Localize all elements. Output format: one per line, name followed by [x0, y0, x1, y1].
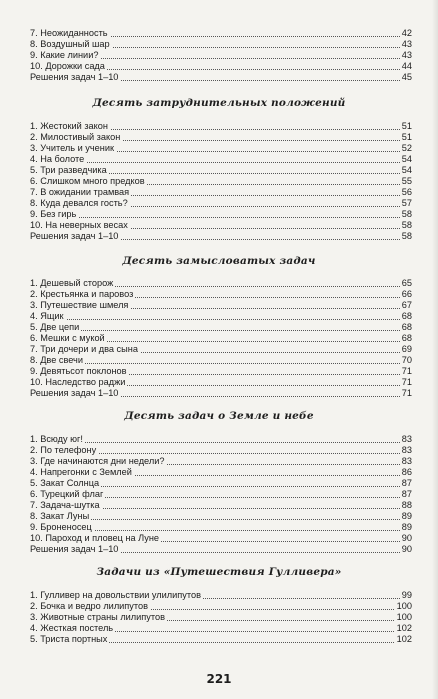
toc-entry-page: 68 — [401, 333, 412, 343]
toc-entry-label: 6. Слишком много предков — [30, 176, 145, 186]
toc-entry — [30, 533, 412, 544]
toc-entry-label: 6. Мешки с мукой — [30, 333, 105, 343]
toc-continued-list — [30, 28, 412, 83]
toc-entry-label: Решения задач 1–10 — [30, 388, 119, 398]
toc-entry — [30, 511, 412, 522]
toc-entry-label: 6. Турецкий флаг — [30, 489, 104, 499]
toc-entry-page: 55 — [401, 176, 412, 186]
toc-entry — [30, 300, 412, 311]
toc-entry-label: 5. Закат Солнца — [30, 478, 100, 488]
toc-entry-page: 83 — [401, 445, 412, 455]
toc-entry-page: 70 — [401, 355, 412, 365]
toc-entry-page: 67 — [401, 300, 412, 310]
toc-entry-label: 7. Задача-шутка — [30, 500, 100, 510]
toc-entry-page: 100 — [396, 612, 412, 622]
toc-entry-label: 5. Триста портных — [30, 634, 108, 644]
toc-entry-page: 86 — [401, 467, 412, 477]
toc-entry — [30, 322, 412, 333]
toc-entry-label: 9. Броненосец — [30, 522, 92, 532]
toc-entry-page: 51 — [401, 121, 412, 131]
toc-entry-page: 56 — [401, 187, 412, 197]
toc-entry-label: 2. Милостивый закон — [30, 132, 121, 142]
toc-entry — [30, 39, 412, 50]
section-heading: Десять затруднительных положений — [92, 97, 346, 109]
toc-entry — [30, 456, 412, 467]
toc-entry-label: 2. Крестьянка и паровоз — [30, 289, 134, 299]
section-heading: Задачи из «Путешествия Гулливера» — [96, 566, 342, 578]
toc-entry — [30, 176, 412, 187]
toc-entry — [30, 388, 412, 399]
toc-entry-label: 4. Жесткая постель — [30, 623, 114, 633]
toc-entry-label: 9. Какие линии? — [30, 50, 99, 60]
toc-entry — [30, 544, 412, 555]
toc-entry — [30, 50, 412, 61]
toc-entry-label: 8. Воздушный шар — [30, 39, 110, 49]
toc-entry-label: 2. Бочка и ведро лилипутов — [30, 601, 148, 611]
toc-entry-label: 7. Три дочери и два сына — [30, 344, 138, 354]
toc-entry-page: 65 — [401, 278, 412, 288]
toc-entry — [30, 612, 412, 623]
page-edge-shadow — [432, 0, 438, 699]
toc-entry-page: 89 — [401, 511, 412, 521]
toc-entry-label: 10. На неверных весах — [30, 220, 128, 230]
toc-entry-label: 4. На болоте — [30, 154, 85, 164]
toc-entry-page: 51 — [401, 132, 412, 142]
toc-entry-label: 7. Неожиданность — [30, 28, 108, 38]
toc-entry — [30, 165, 412, 176]
toc-entry-page: 87 — [401, 489, 412, 499]
toc-entry-label: 3. Путешествие шмеля — [30, 300, 129, 310]
toc-entry — [30, 623, 412, 634]
toc-entry — [30, 187, 412, 198]
toc-entry-page: 69 — [401, 344, 412, 354]
toc-entry-page: 102 — [396, 623, 412, 633]
toc-entry-page: 54 — [401, 165, 412, 175]
toc-entry-label: 10. Наследство раджи — [30, 377, 126, 387]
toc-entry — [30, 278, 412, 289]
toc-entry-page: 58 — [401, 209, 412, 219]
toc-entry — [30, 489, 412, 500]
toc-entry — [30, 601, 412, 612]
toc-entry-label: 1. Гулливер на довольствии улилипутов — [30, 590, 201, 600]
toc-entry-page: 90 — [401, 533, 412, 543]
toc-entry-label: Решения задач 1–10 — [30, 231, 119, 241]
toc-entry-label: 1. Жестокий закон — [30, 121, 108, 131]
toc-entry-page: 83 — [401, 456, 412, 466]
toc-entry-page: 102 — [396, 634, 412, 644]
toc-entry-page: 90 — [401, 544, 412, 554]
toc-entry-label: 10. Дорожки сада — [30, 61, 105, 71]
toc-entry-label: 8. Две свечи — [30, 355, 83, 365]
toc-entry — [30, 366, 412, 377]
toc-entry — [30, 333, 412, 344]
toc-entry-page: 44 — [401, 61, 412, 71]
toc-entry — [30, 522, 412, 533]
toc-entry-label: 4. Ящик — [30, 311, 64, 321]
toc-entry-label: 3. Где начинаются дни недели? — [30, 456, 165, 466]
toc-entry — [30, 289, 412, 300]
toc-entry-label: 9. Девятьсот поклонов — [30, 366, 127, 376]
toc-entry-page: 89 — [401, 522, 412, 532]
toc-entry-label: 4. Напрегонки с Землей — [30, 467, 132, 477]
toc-entry-page: 83 — [401, 434, 412, 444]
toc-entry-label: 7. В ожидании трамвая — [30, 187, 130, 197]
toc-entry — [30, 434, 412, 445]
toc-entry — [30, 72, 412, 83]
toc-entry — [30, 220, 412, 231]
toc-entry-page: 99 — [401, 590, 412, 600]
toc-entry-label: 5. Две цепи — [30, 322, 80, 332]
toc-entry — [30, 634, 412, 645]
toc-entry — [30, 231, 412, 242]
toc-entry-page: 43 — [401, 50, 412, 60]
toc-entry — [30, 28, 412, 39]
section-heading: Десять задач о Земле и небе — [124, 410, 314, 422]
toc-entry-page: 52 — [401, 143, 412, 153]
toc-entry — [30, 311, 412, 322]
toc-entry-page: 71 — [401, 388, 412, 398]
toc-entry-label: 8. Закат Луны — [30, 511, 90, 521]
toc-entry — [30, 61, 412, 72]
toc-entry-page: 68 — [401, 322, 412, 332]
toc-entry — [30, 500, 412, 511]
toc-entry — [30, 154, 412, 165]
toc-entry-page: 71 — [401, 366, 412, 376]
toc-section-list — [30, 590, 412, 645]
toc-entry — [30, 590, 412, 601]
toc-entry — [30, 209, 412, 220]
toc-entry-label: Решения задач 1–10 — [30, 544, 119, 554]
toc-entry-page: 68 — [401, 311, 412, 321]
toc-entry — [30, 445, 412, 456]
toc-entry-label: 2. По телефону — [30, 445, 97, 455]
toc-entry-page: 57 — [401, 198, 412, 208]
toc-entry — [30, 198, 412, 209]
toc-entry-page: 43 — [401, 39, 412, 49]
toc-section-list — [30, 434, 412, 555]
section-heading: Десять замысловатых задач — [122, 255, 316, 267]
toc-entry — [30, 467, 412, 478]
toc-entry-label: 9. Без гирь — [30, 209, 77, 219]
toc-entry — [30, 121, 412, 132]
toc-entry — [30, 344, 412, 355]
toc-entry — [30, 478, 412, 489]
toc-entry-page: 87 — [401, 478, 412, 488]
toc-entry-label: Решения задач 1–10 — [30, 72, 119, 82]
toc-entry-label: 5. Три разведчика — [30, 165, 107, 175]
toc-entry-page: 58 — [401, 220, 412, 230]
toc-entry — [30, 132, 412, 143]
toc-entry-label: 1. Дешевый сторож — [30, 278, 114, 288]
toc-entry-label: 8. Куда девался гость? — [30, 198, 128, 208]
toc-entry — [30, 143, 412, 154]
toc-entry-page: 58 — [401, 231, 412, 241]
toc-entry-page: 71 — [401, 377, 412, 387]
toc-entry-page: 45 — [401, 72, 412, 82]
toc-entry-page: 66 — [401, 289, 412, 299]
toc-entry-label: 3. Животные страны лилипутов — [30, 612, 165, 622]
toc-entry-label: 3. Учитель и ученик — [30, 143, 114, 153]
toc-section-list — [30, 278, 412, 399]
toc-entry — [30, 355, 412, 366]
toc-entry-label: 1. Всюду юг! — [30, 434, 83, 444]
toc-entry-page: 42 — [401, 28, 412, 38]
toc-entry-label: 10. Пароход и пловец на Луне — [30, 533, 160, 543]
toc-entry — [30, 377, 412, 388]
toc-entry-page: 100 — [396, 601, 412, 611]
toc-entry-page: 88 — [401, 500, 412, 510]
page-number: 221 — [206, 672, 232, 686]
toc-section-list — [30, 121, 412, 242]
toc-entry-page: 54 — [401, 154, 412, 164]
